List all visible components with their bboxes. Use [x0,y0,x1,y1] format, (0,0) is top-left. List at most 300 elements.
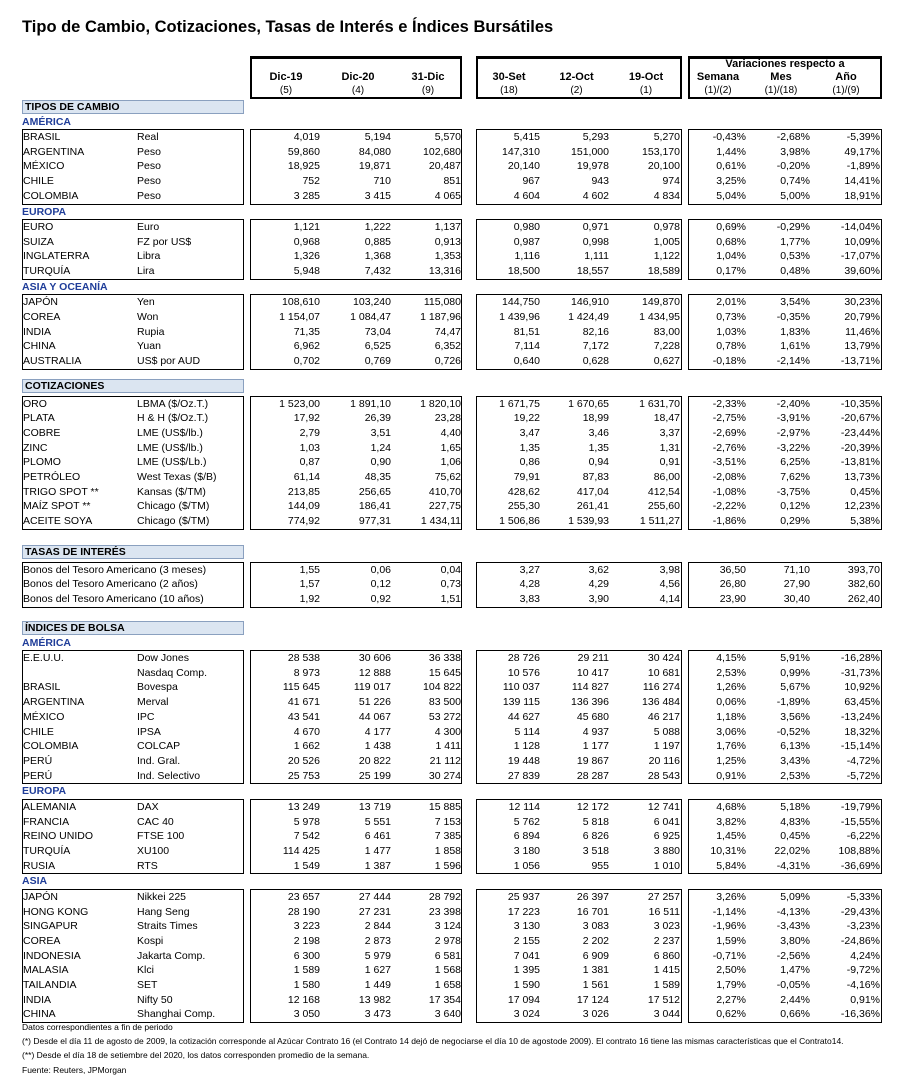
row-value: -2,33% [712,397,746,410]
row-value: 36,50 [719,563,746,576]
row-value: 3,56% [780,710,810,723]
row-value: 262,40 [847,592,880,605]
row-value: -36,69% [840,859,880,872]
row-name: Bonos del Tesoro Americano (3 meses) [23,563,207,576]
row-value: 1,24 [370,441,391,454]
row-value: 14,41% [844,175,880,188]
column-header [478,71,540,97]
row-value: 0,987 [513,235,540,248]
column-header [325,71,391,97]
row-name: MÉXICO [23,710,65,723]
row-value: 5,270 [653,131,680,143]
row-value: 18,91% [844,189,880,202]
row-value: -1,14% [712,905,746,918]
row-value: 0,978 [653,221,680,233]
row-value: 1 671,75 [499,397,540,410]
row-value: 977,31 [358,515,391,528]
region-label: EUROPA [22,205,67,218]
row-value: 1,44% [716,145,746,158]
row-unit: Dow Jones [137,652,189,664]
column-header-label: 30-Set [492,71,526,83]
row-value: 6,962 [293,340,320,353]
row-value: 2 873 [364,934,391,947]
column-header-sub: (2) [570,85,583,96]
row-value: 10,09% [844,235,880,248]
row-value: 20 822 [358,754,391,767]
row-unit: LME (US$/Lb.) [137,456,207,469]
row-value: 3,80% [780,934,810,947]
row-value: 3 124 [434,920,461,933]
row-value: 1 590 [513,979,540,991]
table-row [0,174,900,189]
row-value: 4,40 [440,426,461,439]
table-row [0,592,900,607]
row-value: 4,56 [659,578,680,591]
table-row [0,295,900,310]
table-row [0,563,900,578]
row-unit: Chicago ($/TM) [137,500,210,513]
row-value: 4,019 [293,131,320,143]
row-value: 2 844 [364,920,391,933]
row-value: 0,86 [519,456,540,469]
row-value: 3,43% [780,754,810,767]
row-name: TURQUÍA [23,265,71,278]
row-name: COLOMBIA [23,740,79,753]
row-value: 3,06% [716,725,746,738]
row-unit: Kansas ($/TM) [137,485,206,498]
table-row [0,905,900,920]
table-row [0,993,900,1008]
row-value: 28 287 [576,769,609,782]
row-name: ZINC [23,441,48,454]
row-value: -0,18% [712,355,746,368]
row-value: 3 024 [513,1008,540,1021]
table-row [0,220,900,235]
row-value: 4 065 [434,189,461,202]
row-value: 29 211 [577,652,609,664]
row-value: -3,43% [776,920,810,933]
row-value: 39,60% [844,265,880,278]
row-value: 0,53% [780,250,810,263]
row-name: CHINA [23,1008,56,1021]
column-header [395,71,461,97]
row-value: 83 500 [428,696,461,709]
row-value: 1,77% [780,235,810,248]
row-value: 4,24% [850,949,880,962]
row-value: 3,27 [519,563,540,576]
row-value: 1 395 [513,964,540,977]
row-value: 3 880 [653,844,680,857]
page-title: Tipo de Cambio, Cotizaciones, Tasas de Interés e Índices Bursátiles [22,18,554,36]
row-name: ORO [23,397,47,410]
row-value: 146,910 [571,296,609,309]
row-value: -4,31% [776,859,810,872]
table-row [0,189,900,204]
row-unit: Lira [137,265,155,278]
region-label: EUROPA [22,785,67,798]
row-value: 5 762 [513,815,540,828]
row-value: 71,35 [293,325,320,338]
row-value: 1 434,95 [639,311,680,323]
row-value: 4 602 [582,189,609,202]
row-unit: FTSE 100 [137,830,185,843]
row-value: 3 640 [434,1008,461,1021]
row-value: 2,53% [716,666,746,679]
row-unit: COLCAP [137,740,181,753]
row-value: 0,68% [716,235,746,248]
row-name: CHINA [23,340,56,353]
row-value: 5,84% [716,859,746,872]
row-value: 1 511,27 [639,515,680,528]
row-value: 0,702 [293,355,320,368]
row-value: 53 272 [428,710,461,723]
row-value: 10,92% [844,681,880,694]
row-value: 110 037 [502,681,540,694]
row-value: -2,68% [776,131,810,143]
row-value: 20,140 [507,160,540,173]
column-header-sub: (1) [639,85,653,96]
row-value: 79,91 [513,471,540,483]
row-name: MÉXICO [23,160,65,173]
row-value: 12 172 [576,800,609,813]
row-value: 0,628 [582,355,609,368]
row-value: 73,04 [364,325,391,338]
row-unit: Libra [137,250,161,263]
row-value: 3,47 [519,426,540,439]
row-value: -4,16% [846,979,880,991]
row-value: -2,22% [712,500,746,513]
table-row [0,485,900,500]
row-value: 410,70 [428,485,461,498]
row-value: 1,03 [299,441,320,454]
row-value: -5,72% [846,769,880,782]
table-row [0,499,900,514]
row-value: 61,14 [293,471,320,483]
row-value: 103,240 [353,296,391,309]
row-unit: Yen [137,296,155,309]
row-value: 3 473 [364,1008,391,1021]
row-value: 84,080 [358,145,391,158]
row-unit: Kospi [137,934,164,947]
row-value: 6 925 [653,830,680,843]
row-value: 1,18% [716,710,746,723]
row-value: 1,57 [299,578,320,591]
row-value: 2 198 [293,934,320,947]
row-value: 18,32% [844,725,880,738]
table-row [0,411,900,426]
row-value: 7 542 [293,830,320,843]
row-value: 393,70 [847,563,880,576]
row-value: 3 044 [653,1008,680,1021]
row-value: 4 937 [582,725,609,738]
row-value: -1,89% [776,696,810,709]
row-value: -23,44% [840,426,880,439]
row-name: COREA [23,311,61,323]
row-value: -19,79% [840,800,880,813]
row-value: 2,53% [780,769,810,782]
row-value: 82,16 [582,325,609,338]
row-unit: Won [137,311,159,323]
row-value: 382,60 [847,578,880,591]
row-value: 27 257 [647,890,680,903]
row-name: FRANCIA [23,815,70,828]
row-value: 1,122 [653,250,680,263]
row-value: 0,48% [780,265,810,278]
row-value: -17,07% [840,250,880,263]
column-header-label: Año [835,71,857,83]
footnote: Fuente: Reuters, JPMorgan [22,1065,127,1075]
row-value: 4,83% [780,815,810,828]
row-value: 83,00 [653,325,680,338]
row-value: -2,75% [712,412,746,425]
row-value: 4 670 [293,725,320,738]
row-value: 28 792 [428,890,461,903]
row-unit: Nasdaq Comp. [137,666,208,679]
row-value: 1 477 [364,844,391,857]
row-value: -29,43% [840,905,880,918]
table-row [0,1007,900,1022]
row-value: 1 858 [434,844,461,857]
row-value: 59,860 [287,145,320,158]
row-value: 12 888 [358,666,391,679]
row-value: 23,28 [434,412,461,425]
row-value: 19 867 [576,754,609,767]
table-row [0,426,900,441]
row-unit: Straits Times [137,920,198,933]
row-value: 0,06% [716,696,746,709]
row-value: 13 982 [358,993,391,1006]
row-name: COLOMBIA [23,189,79,202]
row-value: 7 041 [513,949,540,962]
row-value: 63,45% [844,696,880,709]
row-value: 0,78% [716,340,746,353]
row-name: ACEITE SOYA [23,515,93,528]
row-value: 44 627 [507,710,540,723]
row-value: 26,80 [719,578,746,591]
row-value: 1,04% [716,250,746,263]
row-value: 25 199 [358,769,391,782]
row-value: 6 860 [653,949,680,962]
row-value: -2,69% [712,426,746,439]
row-value: 428,62 [507,485,540,498]
row-value: 136 396 [571,696,609,709]
row-value: 86,00 [653,471,680,483]
row-value: 5,570 [434,131,461,143]
row-value: 1 631,70 [639,397,680,410]
row-unit: West Texas ($/B) [137,471,217,483]
row-value: 1 187,96 [420,311,461,323]
row-value: 2,01% [716,296,746,309]
row-value: 967 [522,175,540,188]
table-row [0,249,900,264]
row-value: -9,72% [846,964,880,977]
table-row [0,145,900,160]
row-value: 36 338 [428,652,461,664]
row-value: -1,86% [712,515,746,528]
row-value: 0,913 [434,235,461,248]
row-name: BRASIL [23,131,61,143]
row-value: 20,100 [647,160,680,173]
row-value: 17 512 [647,993,680,1006]
row-value: 1 128 [513,740,540,753]
row-value: 227,75 [428,500,461,513]
row-value: -0,29% [776,221,810,233]
row-unit: Peso [137,175,161,188]
row-value: 17 354 [428,993,461,1006]
row-value: 955 [591,859,609,872]
row-value: 7,172 [582,340,609,353]
row-value: 13 249 [287,800,320,813]
row-value: 5 818 [582,815,609,828]
row-value: 28 538 [287,652,320,664]
row-value: 6,352 [434,340,461,353]
region-label: ASIA [22,875,48,888]
row-value: 1 084,47 [350,311,391,323]
column-header-label: Semana [696,71,740,83]
row-value: 17,92 [293,412,320,425]
row-value: 5 978 [293,815,320,828]
row-value: 2 237 [653,934,680,947]
row-unit: XU100 [137,844,170,857]
row-unit: Yuan [137,340,161,353]
section-heading: COTIZACIONES [22,379,244,393]
table-row [0,978,900,993]
row-value: 851 [443,175,461,188]
table-row [0,441,900,456]
row-value: 144,750 [502,296,540,309]
row-value: 974 [662,175,680,188]
row-value: 1,45% [716,830,746,843]
row-value: -2,40% [776,397,810,410]
row-name: HONG KONG [23,905,89,918]
row-value: 0,45% [780,830,810,843]
row-unit: H & H ($/Oz.T.) [137,412,209,425]
table-row [0,844,900,859]
row-value: 3,54% [780,296,810,309]
row-value: 3 130 [513,920,540,933]
row-value: 3,98 [659,563,680,576]
column-header [812,71,880,97]
row-value: 4 834 [653,189,680,202]
column-header-label: 19-Oct [628,71,664,83]
row-unit: Ind. Gral. [137,754,181,767]
row-value: 6 826 [582,830,609,843]
row-value: 0,91% [716,769,746,782]
row-value: 0,87 [299,456,320,469]
row-value: 139 115 [502,696,540,709]
row-unit: US$ por AUD [137,355,201,368]
table-row [0,455,900,470]
row-value: 25 937 [507,890,540,903]
row-value: 26 397 [576,890,609,903]
row-value: -2,14% [776,355,810,368]
row-value: 15 645 [428,666,461,679]
row-value: -2,56% [776,949,810,962]
row-value: 4 604 [513,189,540,202]
row-value: 17 223 [507,905,540,918]
row-value: 3 026 [582,1008,609,1021]
table-row [0,666,900,681]
row-value: 1 539,93 [568,515,609,528]
row-value: 1 627 [364,964,391,977]
column-header [690,71,746,97]
row-value: 3 083 [582,920,609,933]
row-value: -0,43% [712,131,746,143]
row-value: 18,557 [576,265,609,278]
row-unit: DAX [137,800,159,813]
row-value: 0,980 [513,221,540,233]
row-name: TRIGO SPOT ** [23,485,99,498]
row-unit: LME (US$/lb.) [137,426,203,439]
row-unit: Merval [137,696,169,709]
row-value: 46 217 [647,710,680,723]
row-unit: Real [137,131,159,143]
row-value: 13,316 [428,265,461,278]
row-value: -24,86% [840,934,880,947]
row-value: 7,62% [780,471,810,483]
row-value: 1 549 [293,859,320,872]
row-value: 116 274 [642,681,680,694]
row-value: 5,194 [364,131,391,143]
row-value: 3,62 [588,563,609,576]
column-header-sub: (1)/(9) [832,85,860,96]
row-unit: Rupia [137,325,165,338]
row-name: COBRE [23,426,61,439]
row-value: -0,71% [712,949,746,962]
row-value: 5 088 [653,725,680,738]
row-value: -1,96% [712,920,746,933]
row-value: 1 434,11 [420,515,461,528]
row-value: 104 822 [423,681,461,694]
row-unit: Peso [137,189,161,202]
row-name: E.E.U.U. [23,652,64,664]
row-value: 5,04% [716,189,746,202]
row-unit: FZ por US$ [137,235,192,248]
row-value: 28 726 [507,652,540,664]
row-name: JAPÓN [23,890,59,903]
row-value: -16,36% [840,1008,880,1021]
row-value: 774,92 [287,515,320,528]
row-unit: Peso [137,145,161,158]
column-header [612,71,680,97]
row-value: 19,22 [513,412,540,425]
row-value: 1,368 [364,250,391,263]
row-value: 0,726 [434,355,461,368]
row-unit: IPSA [137,725,161,738]
row-unit: RTS [137,859,158,872]
row-value: 49,17% [844,145,880,158]
row-name: RUSIA [23,859,56,872]
row-value: 114 425 [282,844,320,857]
table-row [0,695,900,710]
row-value: 3 285 [293,189,320,202]
row-value: 0,62% [716,1008,746,1021]
row-name: TAILANDIA [23,979,77,991]
row-value: 752 [302,175,320,188]
row-value: 255,30 [507,500,540,513]
row-value: 12 114 [508,800,540,813]
row-value: 22,02% [774,844,810,857]
row-value: 20,79% [844,311,880,323]
row-value: 6,25% [780,456,810,469]
row-value: 147,310 [502,145,540,158]
row-value: 2,50% [716,964,746,977]
row-value: 0,73 [440,578,461,591]
row-value: 5 551 [364,815,391,828]
row-value: 0,94 [588,456,609,469]
row-unit: Ind. Selectivo [137,769,201,782]
row-value: 5 979 [364,949,391,962]
